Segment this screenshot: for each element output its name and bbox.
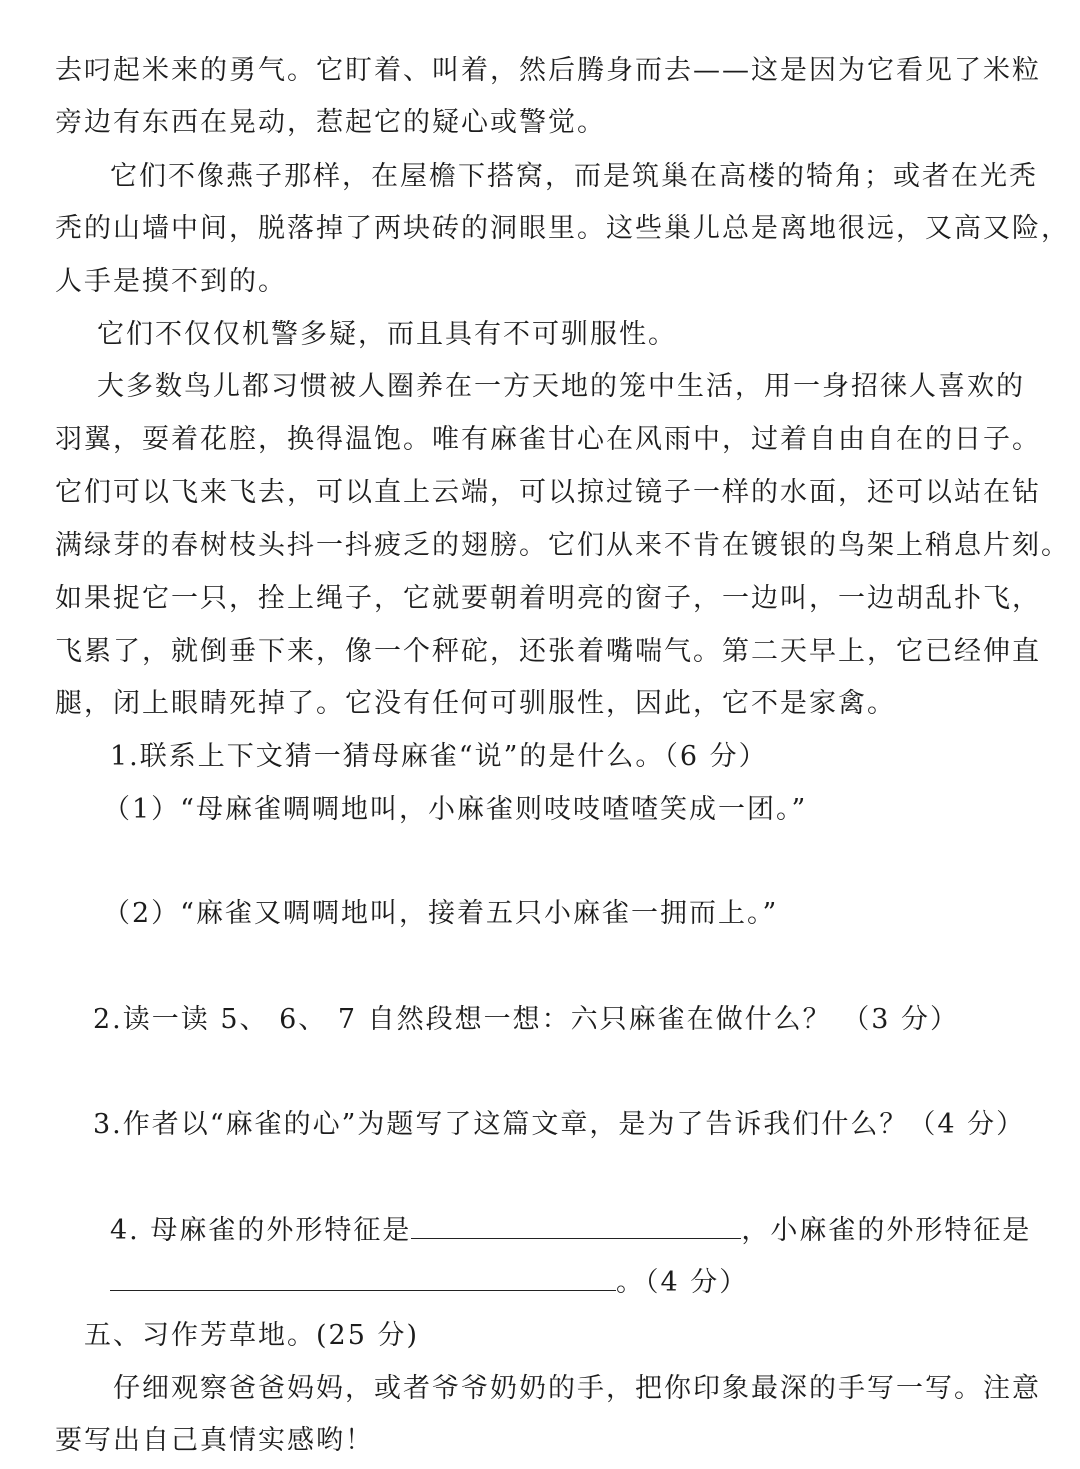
passage-line: 大多数鸟儿都习惯被人圈养在一方天地的笼中生活，用一身招徕人喜欢的 <box>97 371 1025 402</box>
passage-line: 羽翼，耍着花腔，换得温饱。唯有麻雀甘心在风雨中，过着自由自在的日子。 <box>55 424 1041 455</box>
question-1-part-1: （1）“母麻雀啁啁地叫，小麻雀则吱吱喳喳笑成一团。” <box>103 794 808 825</box>
question-4-text-a: 4. 母麻雀的外形特征是 <box>110 1215 412 1246</box>
section-5-line: 仔细观察爸爸妈妈，或者爷爷奶奶的手，把你印象最深的手写一写。注意 <box>113 1373 1041 1404</box>
question-1: 1.联系上下文猜一猜母麻雀“说”的是什么。（6 分） <box>110 741 768 772</box>
section-5-line: 要写出自己真情实感哟！ <box>55 1425 374 1456</box>
passage-line: 飞累了，就倒垂下来，像一个秤砣，还张着嘴喘气。第二天早上，它已经伸直 <box>55 636 1041 667</box>
question-4-text-b: ，小麻雀的外形特征是 <box>741 1215 1032 1246</box>
question-4 <box>110 1212 1031 1249</box>
passage-line: 如果捉它一只，拴上绳子，它就要朝着明亮的窗子，一边叫，一边胡乱扑飞， <box>55 583 1041 614</box>
question-4-cont <box>110 1264 748 1301</box>
section-5-heading: 五、习作芳草地。(25 分) <box>84 1320 420 1351</box>
question-4-text-c: 。（4 分） <box>616 1267 749 1298</box>
answer-blank-baby[interactable] <box>110 1264 616 1291</box>
question-3: 3.作者以“麻雀的心”为题写了这篇文章，是为了告诉我们什么？（4 分） <box>93 1109 1026 1140</box>
answer-blank-mother[interactable] <box>411 1212 741 1239</box>
question-2: 2.读一读 5、 6、 7 自然段想一想：六只麻雀在做什么？ （3 分） <box>93 1004 959 1035</box>
passage-line: 腿，闭上眼睛死掉了。它没有任何可驯服性，因此，它不是家禽。 <box>55 688 896 719</box>
passage-line: 满绿芽的春树枝头抖一抖疲乏的翅膀。它们从来不肯在镀银的鸟架上稍息片刻。 <box>55 530 1070 561</box>
passage-line: 人手是摸不到的。 <box>55 266 287 297</box>
question-1-part-2: （2）“麻雀又啁啁地叫，接着五只小麻雀一拥而上。” <box>103 898 779 929</box>
passage-line: 秃的山墙中间，脱落掉了两块砖的洞眼里。这些巢儿总是离地很远，又高又险， <box>55 213 1070 244</box>
passage-line: 旁边有东西在晃动，惹起它的疑心或警觉。 <box>55 107 606 138</box>
passage-line: 它们不像燕子那样，在屋檐下搭窝，而是筑巢在高楼的犄角；或者在光秃 <box>110 161 1038 192</box>
passage-line: 去叼起米来的勇气。它盯着、叫着，然后腾身而去——这是因为它看见了米粒 <box>55 55 1041 86</box>
passage-line: 它们可以飞来飞去，可以直上云端，可以掠过镜子一样的水面，还可以站在钻 <box>55 477 1041 508</box>
passage-line: 它们不仅仅机警多疑，而且具有不可驯服性。 <box>97 319 677 350</box>
